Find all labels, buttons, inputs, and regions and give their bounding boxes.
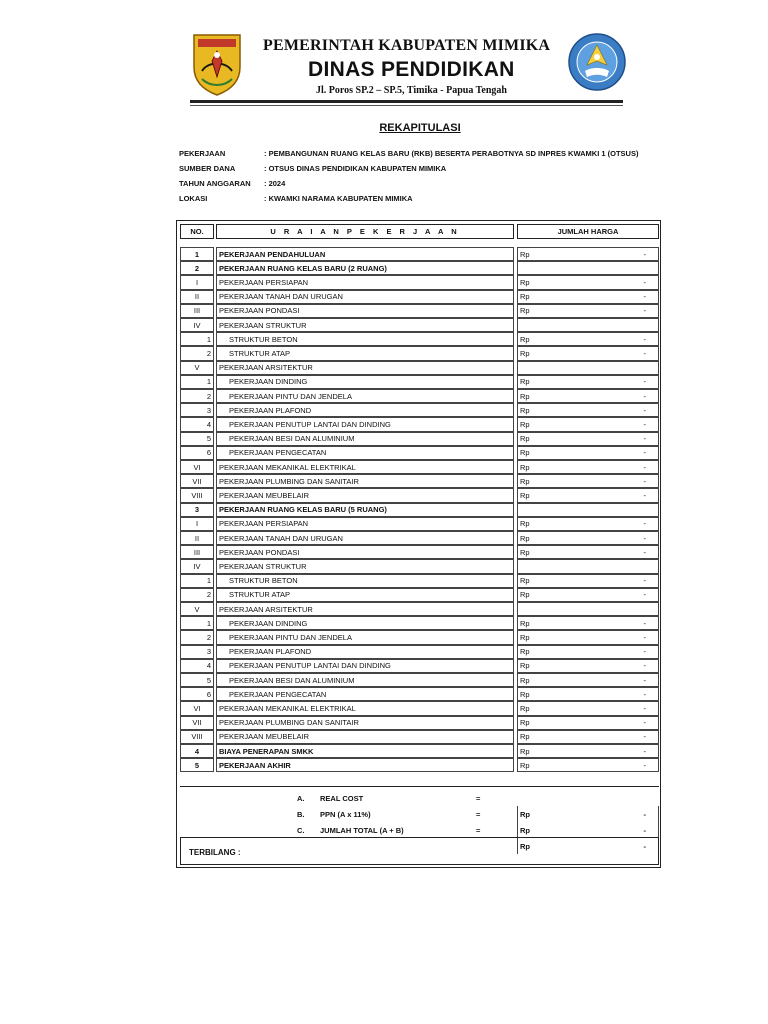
row-number: 1	[180, 247, 214, 261]
row-description: PEKERJAAN PONDASI	[216, 545, 514, 559]
row-description: PEKERJAAN PERSIAPAN	[216, 275, 514, 289]
row-amount-cell	[517, 574, 659, 588]
amount: -	[643, 547, 646, 557]
row-number: V	[180, 602, 214, 616]
row-amount-cell	[517, 304, 659, 318]
amount: -	[643, 809, 646, 819]
row-number: 6	[180, 446, 214, 460]
amount: -	[643, 732, 646, 742]
letterhead-agency: DINAS PENDIDIKAN	[308, 58, 515, 81]
amount: -	[643, 825, 646, 835]
row-number: III	[180, 304, 214, 318]
meta-label: PEKERJAAN	[179, 149, 226, 158]
table-row	[180, 616, 659, 630]
row-description: STRUKTUR ATAP	[216, 588, 514, 602]
header-jumlah-harga: JUMLAH HARGA	[517, 224, 659, 239]
amount: -	[643, 760, 646, 770]
table-row	[180, 574, 659, 588]
row-number: 4	[180, 744, 214, 758]
row-amount-cell	[517, 687, 659, 701]
document-title: REKAPITULASI	[379, 122, 461, 134]
row-amount-cell	[517, 744, 659, 758]
currency-label: Rp	[520, 675, 530, 685]
currency-label: Rp	[520, 576, 530, 586]
amount: -	[643, 419, 646, 429]
row-description: PEKERJAAN BESI DAN ALUMINIUM	[216, 673, 514, 687]
table-row	[180, 730, 659, 744]
row-description: PEKERJAAN PLAFOND	[216, 403, 514, 417]
header-no: NO.	[180, 224, 214, 239]
currency-label: Rp	[520, 647, 530, 657]
table-row	[180, 517, 659, 531]
row-description: PEKERJAAN PINTU DAN JENDELA	[216, 630, 514, 644]
terbilang-label: TERBILANG :	[189, 848, 241, 857]
row-number: I	[180, 517, 214, 531]
table-row	[180, 545, 659, 559]
row-amount-cell	[517, 616, 659, 630]
row-number: 2	[180, 261, 214, 275]
row-number: 2	[180, 588, 214, 602]
currency-label: Rp	[520, 476, 530, 486]
table-row	[180, 375, 659, 389]
total-label: PPN (A x 11%)	[320, 809, 371, 819]
row-description: PEKERJAAN TANAH DAN URUGAN	[216, 531, 514, 545]
row-amount-cell	[517, 247, 659, 261]
row-description: PEKERJAAN MEUBELAIR	[216, 730, 514, 744]
table-row	[180, 488, 659, 502]
table-row	[180, 346, 659, 360]
currency-label: Rp	[520, 809, 530, 819]
row-number: 2	[180, 346, 214, 360]
currency-label: Rp	[520, 618, 530, 628]
currency-label: Rp	[520, 533, 530, 543]
amount: -	[643, 377, 646, 387]
amount: -	[643, 476, 646, 486]
row-amount-cell	[517, 602, 659, 616]
row-amount-cell	[517, 559, 659, 573]
row-description: STRUKTUR ATAP	[216, 346, 514, 360]
row-description: PEKERJAAN PENUTUP LANTAI DAN DINDING	[216, 417, 514, 431]
row-number: VII	[180, 474, 214, 488]
amount: -	[643, 405, 646, 415]
row-description: PEKERJAAN ARSITEKTUR	[216, 361, 514, 375]
amount: -	[643, 277, 646, 287]
row-amount-cell	[517, 716, 659, 730]
row-amount-cell	[517, 361, 659, 375]
table-row	[180, 503, 659, 517]
currency-label: Rp	[520, 519, 530, 529]
amount: -	[643, 306, 646, 316]
table-row	[180, 673, 659, 687]
row-amount-cell	[517, 545, 659, 559]
currency-label: Rp	[520, 825, 530, 835]
letterhead-rule-thin	[190, 105, 623, 106]
amount: -	[643, 434, 646, 444]
letterhead-rule-thick	[190, 100, 623, 103]
table-row	[180, 758, 659, 772]
row-description: PEKERJAAN MEKANIKAL ELEKTRIKAL	[216, 460, 514, 474]
row-amount-cell	[517, 630, 659, 644]
row-amount-cell	[517, 730, 659, 744]
total-equals: =	[476, 809, 481, 819]
currency-label: Rp	[520, 405, 530, 415]
total-label: JUMLAH TOTAL (A + B)	[320, 825, 404, 835]
row-description: STRUKTUR BETON	[216, 574, 514, 588]
total-letter: A.	[297, 793, 305, 803]
table-row	[180, 432, 659, 446]
row-number: VII	[180, 716, 214, 730]
row-amount-cell	[517, 517, 659, 531]
currency-label: Rp	[520, 434, 530, 444]
currency-label: Rp	[520, 462, 530, 472]
row-description: PEKERJAAN PENUTUP LANTAI DAN DINDING	[216, 659, 514, 673]
row-number: 6	[180, 687, 214, 701]
row-description: PEKERJAAN PENGECATAN	[216, 446, 514, 460]
table-row	[180, 318, 659, 332]
row-number: V	[180, 361, 214, 375]
row-number: VIII	[180, 488, 214, 502]
table-row	[180, 588, 659, 602]
row-description: PEKERJAAN AKHIR	[216, 758, 514, 772]
table-row	[180, 446, 659, 460]
row-number: 5	[180, 758, 214, 772]
row-description: STRUKTUR BETON	[216, 332, 514, 346]
header-uraian: U R A I A N P E K E R J A A N	[216, 224, 514, 239]
row-amount-cell	[517, 332, 659, 346]
amount: -	[643, 703, 646, 713]
row-description: PEKERJAAN DINDING	[216, 375, 514, 389]
row-amount-cell	[517, 645, 659, 659]
currency-label: Rp	[520, 661, 530, 671]
row-amount-cell	[517, 758, 659, 772]
row-amount-cell	[517, 488, 659, 502]
letterhead-government: PEMERINTAH KABUPATEN MIMIKA	[263, 37, 551, 54]
row-number: 5	[180, 432, 214, 446]
row-amount-cell	[517, 290, 659, 304]
row-description: PEKERJAAN PLAFOND	[216, 645, 514, 659]
row-amount-cell	[517, 503, 659, 517]
meta-label: SUMBER DANA	[179, 164, 236, 173]
amount: -	[643, 661, 646, 671]
tut-wuri-handayani-seal	[567, 29, 627, 95]
table-row	[180, 701, 659, 715]
amount: -	[643, 632, 646, 642]
currency-label: Rp	[520, 306, 530, 316]
row-amount-cell	[517, 261, 659, 275]
currency-label: Rp	[520, 292, 530, 302]
currency-label: Rp	[520, 732, 530, 742]
table-row	[180, 332, 659, 346]
table-row	[180, 417, 659, 431]
kabupaten-mimika-logo	[190, 31, 244, 97]
row-number: 4	[180, 659, 214, 673]
currency-label: Rp	[520, 419, 530, 429]
letterhead-address: Jl. Poros SP.2 – SP.5, Timika - Papua Tengah	[316, 85, 507, 96]
table-row	[180, 474, 659, 488]
row-description: PEKERJAAN BESI DAN ALUMINIUM	[216, 432, 514, 446]
amount: -	[643, 841, 646, 851]
row-description: PEKERJAAN STRUKTUR	[216, 559, 514, 573]
row-number: 2	[180, 630, 214, 644]
table-row	[180, 304, 659, 318]
table-row	[180, 744, 659, 758]
table-row	[180, 645, 659, 659]
table-row	[180, 290, 659, 304]
row-number: VI	[180, 460, 214, 474]
row-description: PEKERJAAN PLUMBING DAN SANITAIR	[216, 474, 514, 488]
row-description: BIAYA PENERAPAN SMKK	[216, 744, 514, 758]
row-number: I	[180, 275, 214, 289]
row-number: 1	[180, 375, 214, 389]
row-amount-cell	[517, 375, 659, 389]
row-description: PEKERJAAN STRUKTUR	[216, 318, 514, 332]
table-row	[180, 602, 659, 616]
currency-label: Rp	[520, 249, 530, 259]
row-description: PEKERJAAN PLUMBING DAN SANITAIR	[216, 716, 514, 730]
amount: -	[643, 647, 646, 657]
table-row	[180, 630, 659, 644]
total-label: REAL COST	[320, 793, 364, 803]
meta-value: : PEMBANGUNAN RUANG KELAS BARU (RKB) BESERTA PERABOTNYA SD INPRES KWAMKI 1 (OTSUS)	[264, 149, 639, 158]
currency-label: Rp	[520, 841, 530, 851]
total-equals: =	[476, 825, 481, 835]
amount: -	[643, 462, 646, 472]
total-letter: C.	[297, 825, 305, 835]
currency-label: Rp	[520, 448, 530, 458]
row-number: 5	[180, 673, 214, 687]
table-row	[180, 716, 659, 730]
amount: -	[643, 490, 646, 500]
row-description: PEKERJAAN RUANG KELAS BARU (2 RUANG)	[216, 261, 514, 275]
row-amount-cell	[517, 474, 659, 488]
row-number: 1	[180, 616, 214, 630]
row-number: VI	[180, 701, 214, 715]
currency-label: Rp	[520, 334, 530, 344]
amount: -	[643, 519, 646, 529]
row-amount-cell	[517, 673, 659, 687]
amount: -	[643, 448, 646, 458]
row-description: PEKERJAAN MEKANIKAL ELEKTRIKAL	[216, 701, 514, 715]
currency-label: Rp	[520, 718, 530, 728]
table-row	[180, 247, 659, 261]
meta-value: : 2024	[264, 179, 286, 188]
table-row	[180, 559, 659, 573]
amount: -	[643, 348, 646, 358]
row-description: PEKERJAAN DINDING	[216, 616, 514, 630]
row-number: IV	[180, 559, 214, 573]
table-row	[180, 275, 659, 289]
amount: -	[643, 618, 646, 628]
total-equals: =	[476, 793, 481, 803]
currency-label: Rp	[520, 547, 530, 557]
amount: -	[643, 533, 646, 543]
currency-label: Rp	[520, 490, 530, 500]
table-row	[180, 460, 659, 474]
amount: -	[643, 718, 646, 728]
amount: -	[643, 675, 646, 685]
row-amount-cell	[517, 389, 659, 403]
currency-label: Rp	[520, 703, 530, 713]
meta-label: LOKASI	[179, 194, 208, 203]
currency-label: Rp	[520, 377, 530, 387]
meta-value: : OTSUS DINAS PENDIDIKAN KABUPATEN MIMIKA	[264, 164, 447, 173]
row-number: 1	[180, 332, 214, 346]
row-number: IV	[180, 318, 214, 332]
row-number: 3	[180, 503, 214, 517]
meta-value: : KWAMKI NARAMA KABUPATEN MIMIKA	[264, 194, 413, 203]
table-row	[180, 659, 659, 673]
table-row	[180, 403, 659, 417]
row-amount-cell	[517, 701, 659, 715]
currency-label: Rp	[520, 348, 530, 358]
row-description: PEKERJAAN PERSIAPAN	[216, 517, 514, 531]
row-amount-cell	[517, 417, 659, 431]
table-row	[180, 531, 659, 545]
row-number: III	[180, 545, 214, 559]
currency-label: Rp	[520, 391, 530, 401]
row-description: PEKERJAAN MEUBELAIR	[216, 488, 514, 502]
row-number: 2	[180, 389, 214, 403]
row-amount-cell	[517, 403, 659, 417]
row-number: 1	[180, 574, 214, 588]
row-description: PEKERJAAN ARSITEKTUR	[216, 602, 514, 616]
table-row	[180, 361, 659, 375]
total-jumlah	[180, 822, 659, 851]
row-number: 4	[180, 417, 214, 431]
recap-table	[176, 220, 661, 868]
row-amount-cell	[517, 432, 659, 446]
row-amount-cell	[517, 275, 659, 289]
amount: -	[643, 689, 646, 699]
currency-label: Rp	[520, 689, 530, 699]
total-letter: B.	[297, 809, 305, 819]
row-amount-cell	[517, 588, 659, 602]
amount: -	[643, 249, 646, 259]
amount: -	[643, 334, 646, 344]
row-amount-cell	[517, 346, 659, 360]
currency-label: Rp	[520, 277, 530, 287]
amount: -	[643, 292, 646, 302]
row-description: PEKERJAAN PENGECATAN	[216, 687, 514, 701]
terbilang-box	[180, 837, 659, 865]
row-number: 3	[180, 403, 214, 417]
row-number: II	[180, 531, 214, 545]
amount: -	[643, 590, 646, 600]
amount: -	[643, 746, 646, 756]
amount: -	[643, 391, 646, 401]
currency-label: Rp	[520, 746, 530, 756]
totals-section	[180, 786, 659, 851]
row-description: PEKERJAAN RUANG KELAS BARU (5 RUANG)	[216, 503, 514, 517]
table-row	[180, 389, 659, 403]
table-row	[180, 687, 659, 701]
currency-label: Rp	[520, 590, 530, 600]
row-amount-cell	[517, 531, 659, 545]
currency-label: Rp	[520, 760, 530, 770]
meta-label: TAHUN ANGGARAN	[179, 179, 251, 188]
row-amount-cell	[517, 460, 659, 474]
row-description: PEKERJAAN PINTU DAN JENDELA	[216, 389, 514, 403]
row-description: PEKERJAAN PENDAHULUAN	[216, 247, 514, 261]
row-amount-cell	[517, 446, 659, 460]
row-number: VIII	[180, 730, 214, 744]
row-amount-cell	[517, 318, 659, 332]
row-number: II	[180, 290, 214, 304]
row-description: PEKERJAAN PONDASI	[216, 304, 514, 318]
table-row	[180, 261, 659, 275]
row-description: PEKERJAAN TANAH DAN URUGAN	[216, 290, 514, 304]
row-amount-cell	[517, 659, 659, 673]
row-number: 3	[180, 645, 214, 659]
amount: -	[643, 576, 646, 586]
currency-label: Rp	[520, 632, 530, 642]
